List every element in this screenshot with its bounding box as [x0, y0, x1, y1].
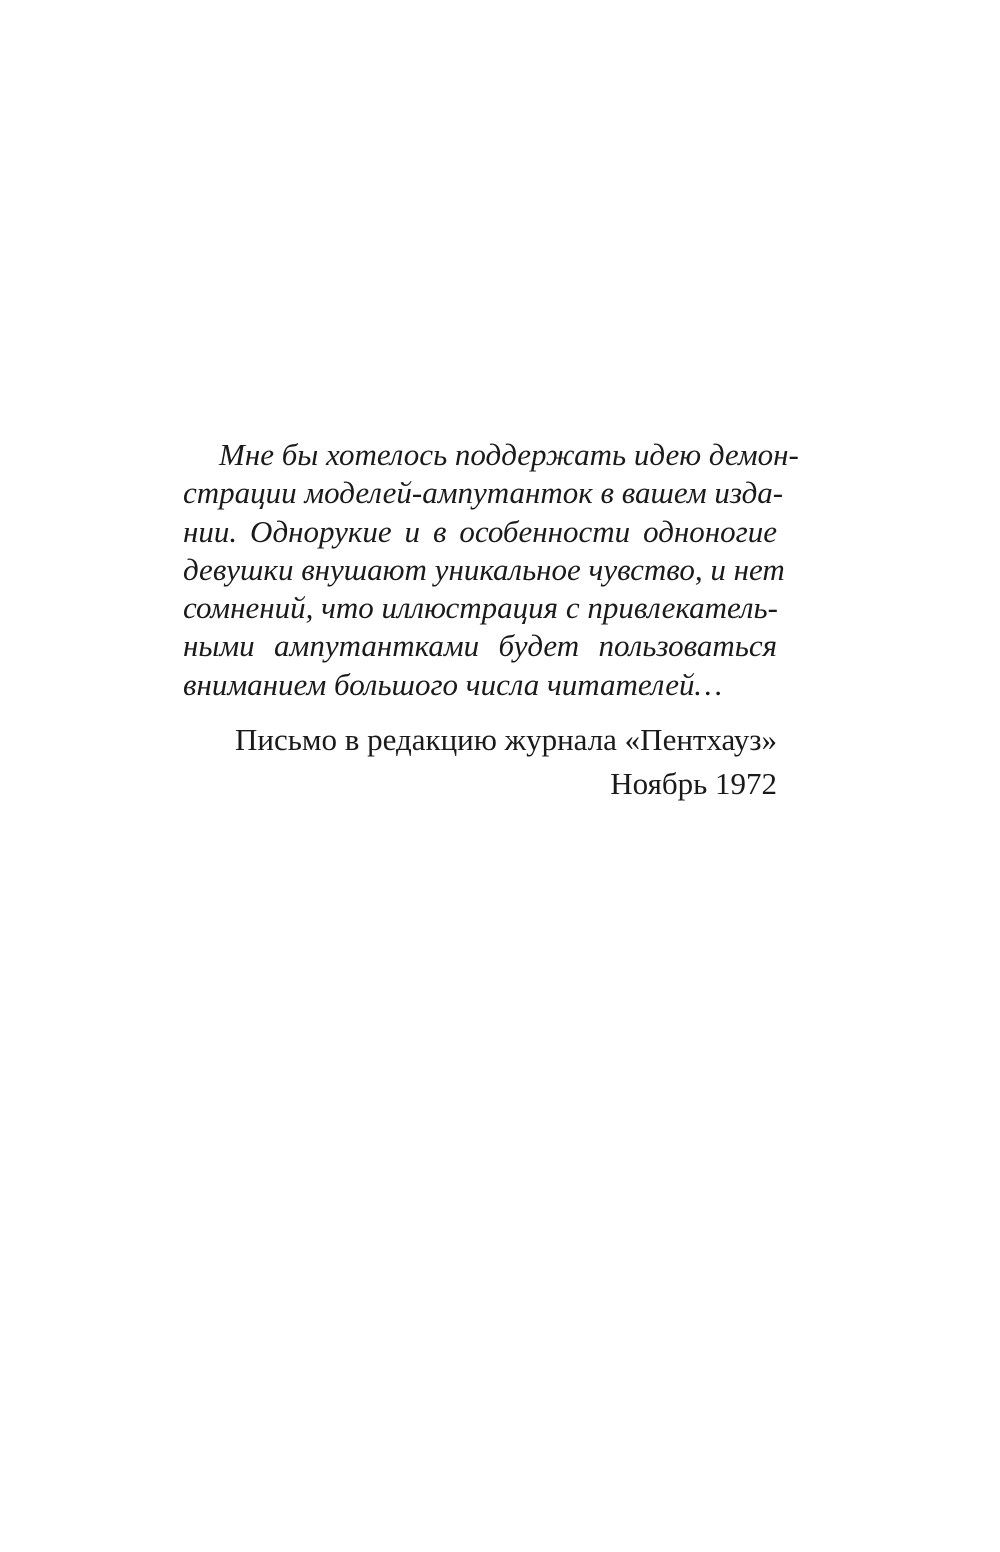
epigraph-line: вниманием большого числа читателей… [183, 666, 723, 702]
epigraph-text [183, 436, 799, 704]
epigraph-line: Мне бы хотелось поддержать идею демон- [219, 437, 799, 472]
epigraph-attribution [183, 718, 777, 806]
epigraph-line: ными ампутантками будет пользоваться [183, 628, 777, 664]
epigraph-line: страции моделей-ампутанток в вашем изда- [183, 475, 784, 511]
attribution-source: Письмо в редакцию журнала «Пентхауз» [235, 722, 777, 758]
epigraph [183, 436, 799, 806]
epigraph-line: сомнений, что иллюстрация с привлекатель- [183, 590, 778, 626]
epigraph-line: нии. Однорукие и в особенности одноногие [183, 513, 777, 549]
epigraph-line: девушки внушают уникальное чувство, и нет [183, 551, 785, 587]
attribution-date: Ноябрь 1972 [610, 766, 777, 802]
